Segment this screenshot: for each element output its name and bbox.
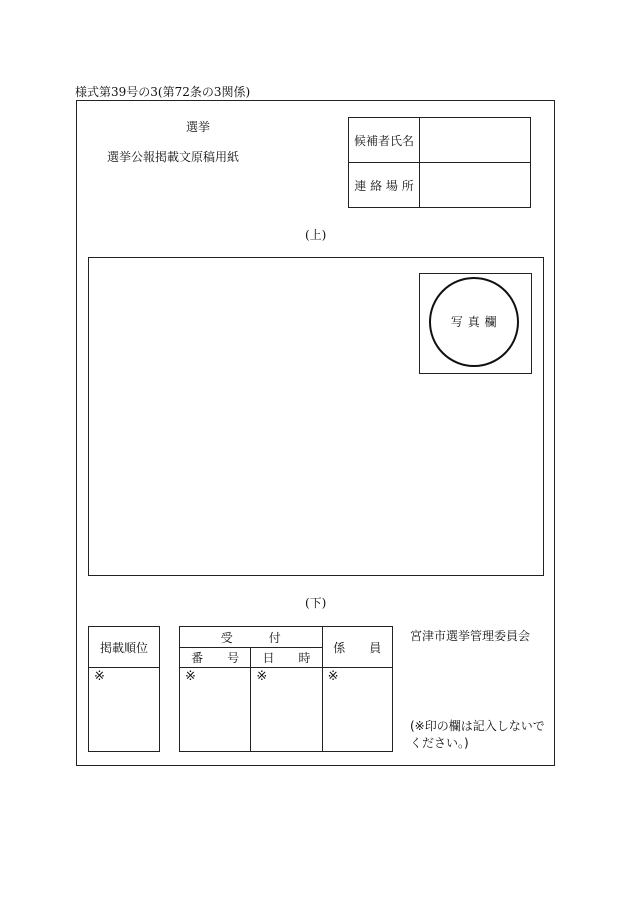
contact-address-field[interactable] <box>420 163 531 208</box>
candidate-name-field[interactable] <box>420 118 531 163</box>
election-label: 選挙 <box>186 120 211 134</box>
photo-label: 写 真 欄 <box>450 315 498 329</box>
note-text: (※印の欄は記入しないでください。) <box>410 719 545 750</box>
form-number: 様式第39号の3(第72条の3関係) <box>75 85 251 99</box>
upper-label: (上) <box>305 228 327 242</box>
candidate-info-table <box>348 117 531 208</box>
receipt-date-header: 日 時 <box>251 648 322 668</box>
staff-cell: ※ <box>322 668 392 752</box>
receipt-number-header: 番 号 <box>180 648 251 668</box>
publication-order-header: 掲載順位 <box>89 627 160 668</box>
lower-label: (下) <box>305 596 327 610</box>
contact-address-label: 連 絡 場 所 <box>349 163 420 208</box>
publication-order-table <box>88 626 160 752</box>
receipt-number-cell: ※ <box>180 668 251 752</box>
candidate-name-label: 候補者氏名 <box>349 118 420 163</box>
receipt-header: 受 付 <box>180 627 323 648</box>
receipt-date-cell: ※ <box>251 668 322 752</box>
receipt-table <box>179 626 393 752</box>
publication-order-cell: ※ <box>89 668 160 752</box>
form-title: 選挙公報掲載文原稿用紙 <box>107 150 240 164</box>
committee-name: 宮津市選挙管理委員会 <box>410 629 531 643</box>
staff-header: 係 員 <box>322 627 392 668</box>
